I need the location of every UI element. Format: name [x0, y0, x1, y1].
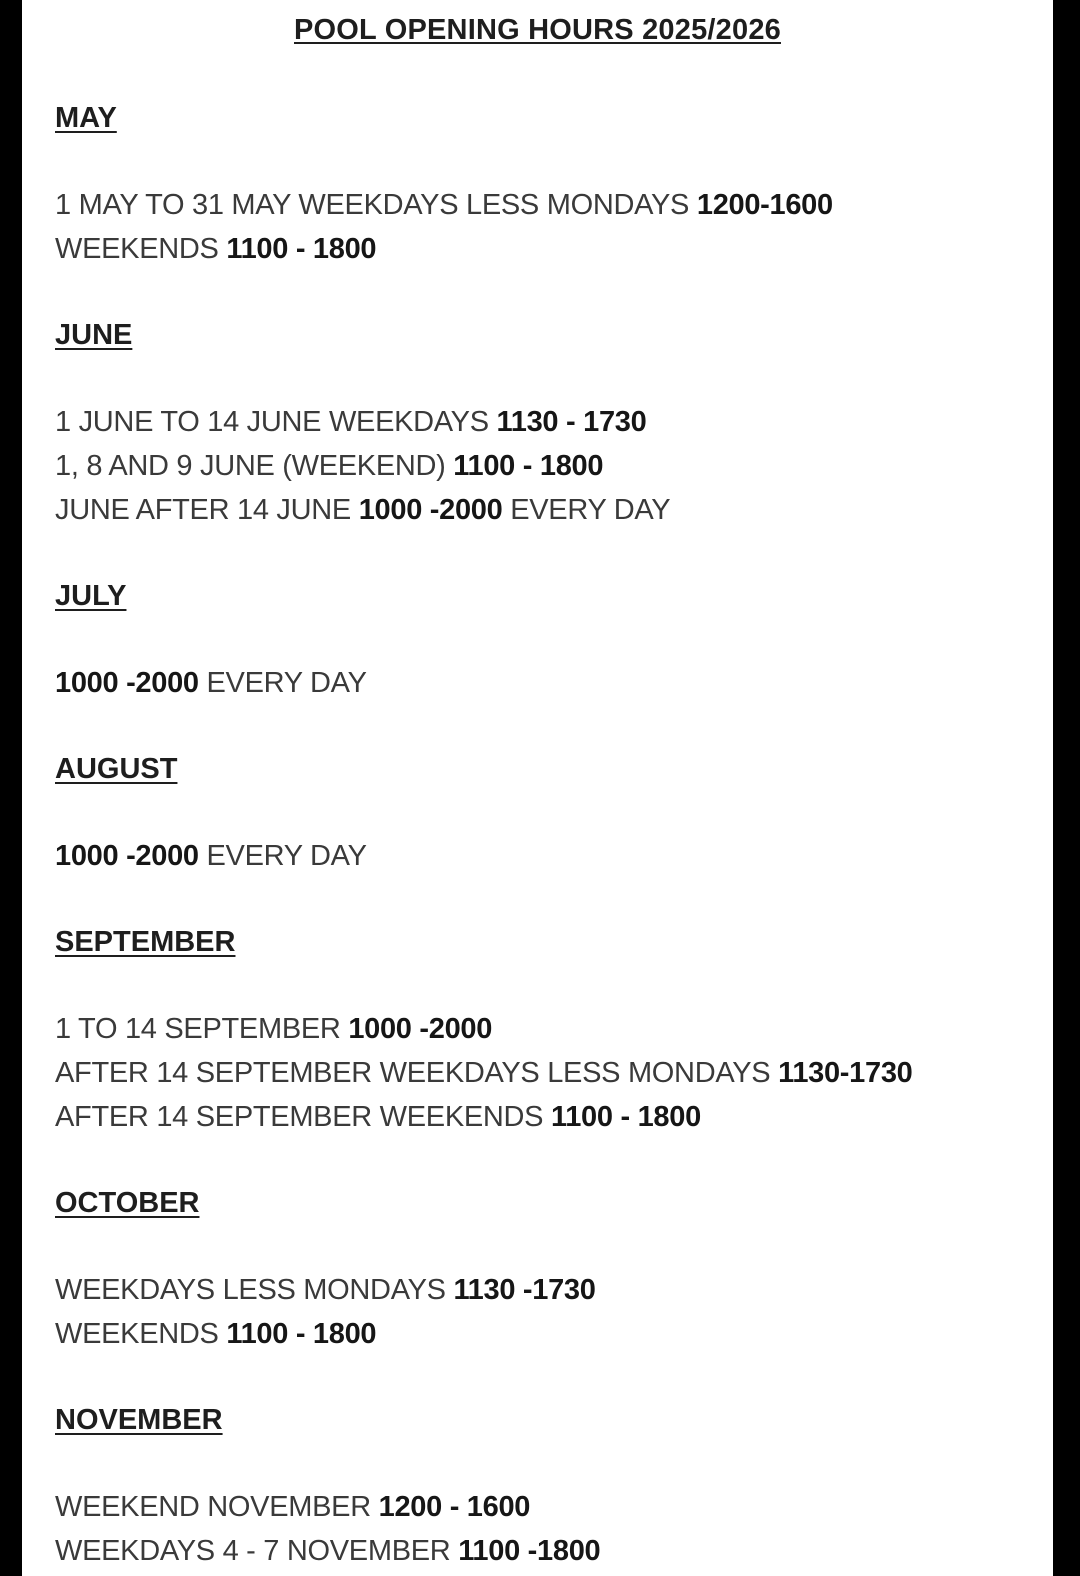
hours-description: WEEKENDS [55, 233, 227, 265]
hours-line [55, 834, 1045, 878]
hours-description: 1, 8 AND 9 JUNE (WEEKEND) [55, 450, 454, 482]
hours-description: 1 MAY TO 31 MAY WEEKDAYS LESS MONDAYS [55, 189, 697, 221]
section-gap [55, 705, 1045, 747]
month-heading: MAY [55, 102, 117, 134]
hours-description: WEEKDAYS LESS MONDAYS [55, 1274, 454, 1306]
month-section-august [55, 747, 1045, 920]
hours-time: 1000 -2000 [348, 1013, 493, 1045]
month-heading: AUGUST [55, 753, 178, 785]
month-section-july [55, 574, 1045, 747]
hours-line [55, 227, 1045, 271]
hours-time: 1000 -2000 [358, 494, 503, 526]
hours-time: 1200-1600 [696, 189, 833, 221]
hours-time: 1100 - 1800 [453, 450, 604, 482]
hours-line [55, 183, 1045, 227]
section-gap [55, 1356, 1045, 1398]
schedule-content [55, 96, 1045, 1573]
month-heading: OCTOBER [55, 1187, 200, 1219]
hours-suffix: EVERY DAY [502, 494, 671, 526]
hours-time: 1100 - 1800 [226, 233, 377, 265]
hours-line [55, 488, 1045, 532]
hours-time: 1000 -2000 [55, 667, 199, 699]
month-heading: SEPTEMBER [55, 926, 236, 958]
page-title: POOL OPENING HOURS 2025/2026 [294, 14, 781, 46]
hours-description: 1 JUNE TO 14 JUNE WEEKDAYS [55, 406, 497, 438]
hours-time: 1130 - 1730 [496, 406, 647, 438]
month-section-september [55, 920, 1045, 1181]
month-section-october [55, 1181, 1045, 1398]
month-section-may [55, 96, 1045, 313]
hours-time: 1200 - 1600 [378, 1491, 531, 1523]
section-gap [55, 271, 1045, 313]
section-gap [55, 878, 1045, 920]
hours-description: WEEKENDS [55, 1318, 227, 1350]
hours-description: WEEKEND NOVEMBER [55, 1491, 379, 1523]
hours-description: AFTER 14 SEPTEMBER WEEKENDS [55, 1101, 551, 1133]
hours-suffix: EVERY DAY [198, 667, 367, 699]
hours-line [55, 1485, 1045, 1529]
section-gap [55, 1139, 1045, 1181]
month-heading: JUNE [55, 319, 133, 351]
hours-description: AFTER 14 SEPTEMBER WEEKDAYS LESS MONDAYS [55, 1057, 779, 1089]
hours-description: 1 TO 14 SEPTEMBER [55, 1013, 349, 1045]
hours-line [55, 1095, 1045, 1139]
section-gap [55, 532, 1045, 574]
schedule-sheet [22, 0, 1053, 1576]
hours-time: 1130 -1730 [453, 1274, 596, 1306]
month-heading: NOVEMBER [55, 1404, 223, 1436]
month-section-november [55, 1398, 1045, 1573]
hours-line [55, 400, 1045, 444]
hours-suffix: EVERY DAY [198, 840, 367, 872]
hours-line [55, 661, 1045, 705]
hours-time: 1000 -2000 [55, 840, 199, 872]
hours-line [55, 1007, 1045, 1051]
hours-line [55, 1051, 1045, 1095]
hours-line [55, 1312, 1045, 1356]
hours-time: 1100 -1800 [458, 1535, 601, 1567]
month-heading: JULY [55, 580, 127, 612]
month-section-june [55, 313, 1045, 574]
hours-description: WEEKDAYS 4 - 7 NOVEMBER [55, 1535, 459, 1567]
hours-line [55, 1268, 1045, 1312]
hours-time: 1130-1730 [778, 1057, 913, 1089]
hours-time: 1100 - 1800 [551, 1101, 701, 1133]
hours-time: 1100 - 1800 [226, 1318, 377, 1350]
hours-line [55, 1529, 1045, 1573]
hours-description: JUNE AFTER 14 JUNE [55, 494, 359, 526]
hours-line [55, 444, 1045, 488]
